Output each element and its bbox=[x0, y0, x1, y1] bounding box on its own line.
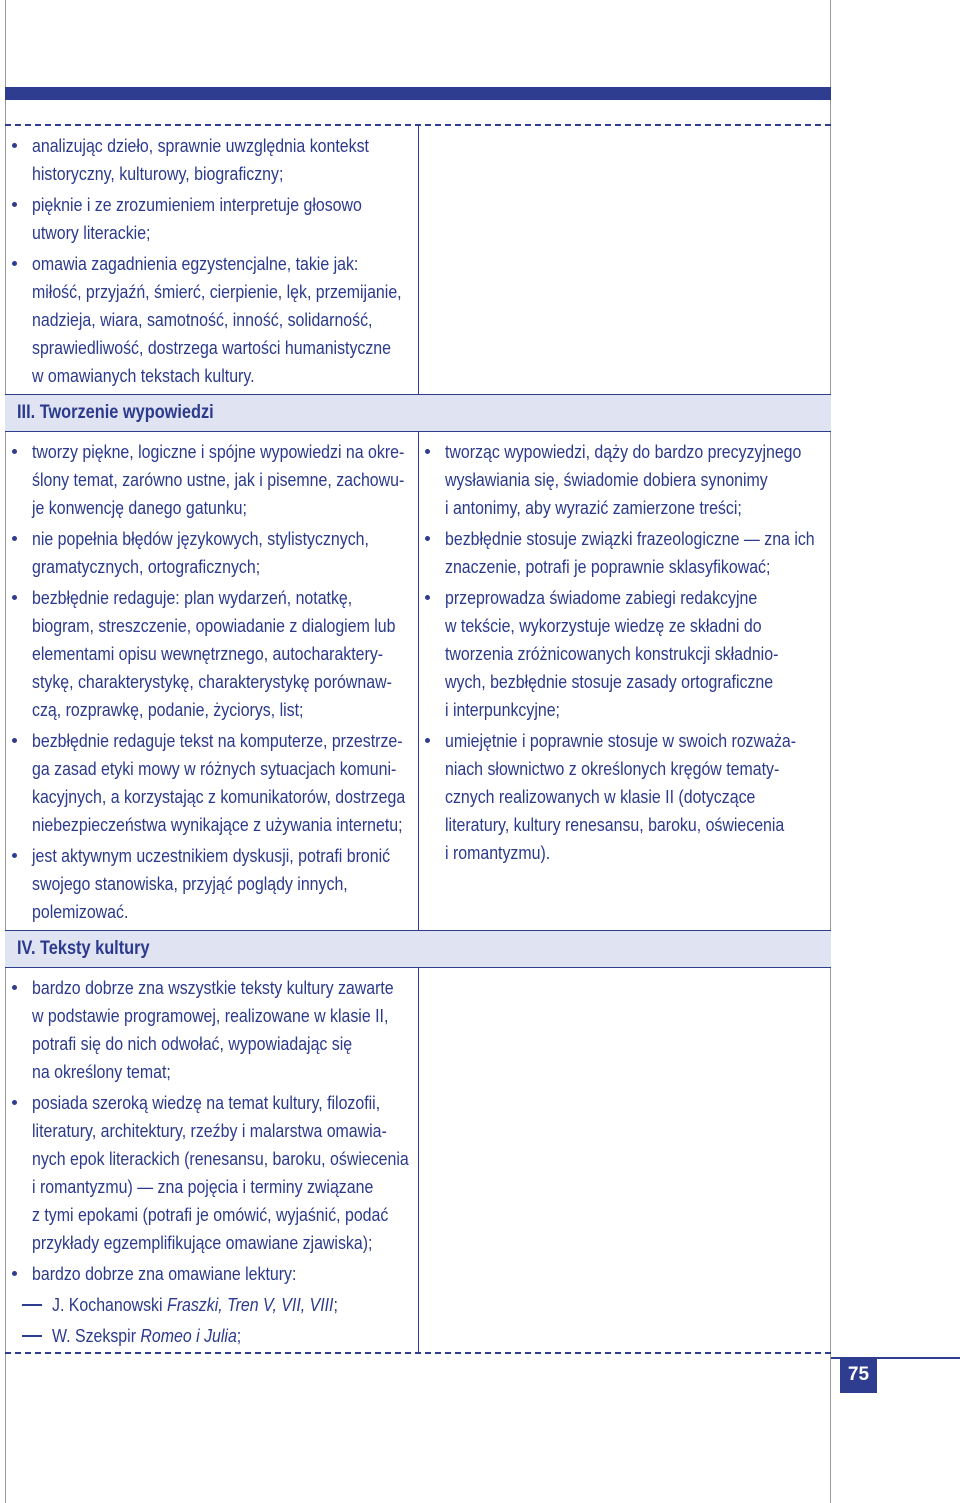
section-title: III. Tworzenie wypowiedzi bbox=[17, 402, 214, 423]
list-item-line: literatury, architektury, rzeźby i malarstwa omawia- bbox=[32, 1120, 387, 1141]
list-item-line: znaczenie, potrafi je poprawnie sklasyfikować; bbox=[445, 556, 771, 577]
list-item-line: utwory literackie; bbox=[32, 222, 151, 243]
list-item bbox=[445, 525, 825, 581]
list-item-line: niach słownictwo z określonych kręgów tematy- bbox=[445, 758, 780, 779]
page-frame-left bbox=[5, 0, 6, 1503]
list-item bbox=[32, 191, 412, 247]
list-item bbox=[32, 727, 412, 839]
list-item-line: bezbłędnie redaguje tekst na komputerze, przestrze- bbox=[32, 730, 403, 751]
bullet-icon bbox=[12, 1271, 17, 1276]
reading-works: Romeo i Julia bbox=[140, 1325, 237, 1346]
reading-item bbox=[52, 1291, 412, 1319]
list-item bbox=[32, 525, 412, 581]
section-top-left-column bbox=[32, 132, 412, 393]
list-item-line: kacyjnych, a korzystając z komunikatorów, dostrzega bbox=[32, 786, 406, 807]
list-item bbox=[32, 1089, 412, 1257]
list-item-line: literatury, kultury renesansu, baroku, oświecenia bbox=[445, 814, 785, 835]
list-item-line: pięknie i ze zrozumieniem interpretuje głosowo bbox=[32, 194, 362, 215]
list-item-line: miłość, przyjaźń, śmierć, cierpienie, lęk, przemijanie, bbox=[32, 281, 402, 302]
bullet-list bbox=[32, 438, 412, 926]
list-item bbox=[32, 1260, 412, 1288]
list-item-line: ga zasad etyki mowy w różnych sytuacjach komuni- bbox=[32, 758, 397, 779]
list-item-line: ślony temat, zarówno ustne, jak i pisemne, zachowu- bbox=[32, 469, 405, 490]
header-bar bbox=[5, 87, 831, 100]
list-item-line: i romantyzmu) — zna pojęcia i terminy związane bbox=[32, 1176, 374, 1197]
dashed-divider-bottom bbox=[5, 1352, 831, 1354]
list-item-line: tworząc wypowiedzi, dąży do bardzo precyzyjnego bbox=[445, 441, 802, 462]
reading-works: Fraszki, Tren V, VII, VIII bbox=[166, 1294, 334, 1315]
bullet-list bbox=[32, 132, 412, 390]
list-item bbox=[445, 584, 825, 724]
section-4-left-column bbox=[32, 974, 412, 1350]
list-item bbox=[32, 132, 412, 188]
dash-icon bbox=[22, 1335, 42, 1337]
list-item-line: cznych realizowanych w klasie II (dotyczące bbox=[445, 786, 756, 807]
list-item-line: biogram, streszczenie, opowiadanie z dialogiem lub bbox=[32, 615, 396, 636]
list-item-line: swojego stanowiska, przyjąć poglądy innych, bbox=[32, 873, 348, 894]
list-item-line: przeprowadza świadome zabiegi redakcyjne bbox=[445, 587, 758, 608]
list-item-line: historyczny, kulturowy, biograficzny; bbox=[32, 163, 284, 184]
list-item-line: z tymi epokami (potrafi je omówić, wyjaśnić, podać bbox=[32, 1204, 389, 1225]
list-item-line: potrafi się do nich odwołać, wypowiadając się bbox=[32, 1033, 353, 1054]
section-3-left-column bbox=[32, 438, 412, 929]
list-item-line: nie popełnia błędów językowych, stylistycznych, bbox=[32, 528, 369, 549]
bullet-icon bbox=[425, 536, 430, 541]
list-item-line: w podstawie programowej, realizowane w klasie II, bbox=[32, 1005, 389, 1026]
bullet-icon bbox=[12, 449, 17, 454]
column-divider bbox=[418, 126, 419, 394]
list-item bbox=[32, 842, 412, 926]
section-3-right-column bbox=[445, 438, 825, 870]
dash-icon bbox=[22, 1304, 42, 1306]
readings-list bbox=[32, 1291, 412, 1350]
bullet-icon bbox=[12, 1100, 17, 1105]
list-item-line: elementami opisu wewnętrznego, autocharaktery- bbox=[32, 643, 384, 664]
list-item bbox=[445, 727, 825, 867]
list-item bbox=[32, 974, 412, 1086]
bullet-icon bbox=[12, 143, 17, 148]
list-item-line: na określony temat; bbox=[32, 1061, 171, 1082]
bullet-list bbox=[445, 438, 825, 867]
list-item-line: nadzieja, wiara, samotność, inność, solidarność, bbox=[32, 309, 373, 330]
section-header-band bbox=[5, 394, 831, 432]
column-divider bbox=[418, 432, 419, 930]
page-number: 75 bbox=[840, 1357, 877, 1393]
list-item-line: wych, bezbłędnie stosuje zasady ortograficzne bbox=[445, 671, 774, 692]
list-item-line: przykłady egzemplifikujące omawiane zjawiska); bbox=[32, 1232, 373, 1253]
list-item bbox=[32, 250, 412, 390]
list-item-line: gramatycznych, ortograficznych; bbox=[32, 556, 261, 577]
list-item-line: jest aktywnym uczestnikiem dyskusji, potrafi bronić bbox=[32, 845, 391, 866]
section-title: IV. Teksty kultury bbox=[17, 938, 150, 959]
bullet-list bbox=[32, 974, 412, 1288]
list-item-line: omawia zagadnienia egzystencjalne, takie jak: bbox=[32, 253, 359, 274]
list-item bbox=[32, 584, 412, 724]
list-item-line: i romantyzmu). bbox=[445, 842, 551, 863]
reading-author: J. Kochanowski bbox=[52, 1294, 167, 1315]
list-item-line: bezbłędnie redaguje: plan wydarzeń, notatkę, bbox=[32, 587, 353, 608]
bullet-icon bbox=[12, 985, 17, 990]
reading-end: ; bbox=[236, 1325, 242, 1346]
list-item-line: niebezpieczeństwa wynikające z używania internetu; bbox=[32, 814, 403, 835]
reading-item bbox=[52, 1322, 412, 1350]
list-item-line: polemizować. bbox=[32, 901, 129, 922]
column-divider bbox=[418, 968, 419, 1352]
list-item-line: w tekście, wykorzystuje wiedzę ze składni do bbox=[445, 615, 762, 636]
list-item-line: bardzo dobrze zna omawiane lektury: bbox=[32, 1263, 297, 1284]
bullet-icon bbox=[12, 853, 17, 858]
reading-author: W. Szekspir bbox=[52, 1325, 141, 1346]
list-item-line: bezbłędnie stosuje związki frazeologiczne — zna ich bbox=[445, 528, 815, 549]
list-item-line: nych epok literackich (renesansu, baroku, oświecenia bbox=[32, 1148, 409, 1169]
list-item-line: analizując dzieło, sprawnie uwzględnia kontekst bbox=[32, 135, 369, 156]
bullet-icon bbox=[425, 738, 430, 743]
list-item-line: sprawiedliwość, dostrzega wartości humanistyczne bbox=[32, 337, 392, 358]
list-item-line: w omawianych tekstach kultury. bbox=[32, 365, 255, 386]
list-item bbox=[445, 438, 825, 522]
list-item-line: bardzo dobrze zna wszystkie teksty kultury zawarte bbox=[32, 977, 394, 998]
bullet-icon bbox=[12, 595, 17, 600]
list-item-line: tworzy piękne, logiczne i spójne wypowiedzi na okre- bbox=[32, 441, 405, 462]
bullet-icon bbox=[12, 202, 17, 207]
bullet-icon bbox=[12, 536, 17, 541]
bullet-icon bbox=[12, 261, 17, 266]
bullet-icon bbox=[12, 738, 17, 743]
section-header-band bbox=[5, 930, 831, 968]
list-item-line: tworzenia zróżnicowanych konstrukcji składnio- bbox=[445, 643, 779, 664]
list-item-line: i interpunkcyjne; bbox=[445, 699, 560, 720]
list-item-line: i antonimy, aby wyrazić zamierzone treści; bbox=[445, 497, 742, 518]
list-item-line: posiada szeroką wiedzę na temat kultury, filozofii, bbox=[32, 1092, 381, 1113]
bullet-icon bbox=[425, 449, 430, 454]
list-item-line: je konwencję danego gatunku; bbox=[32, 497, 247, 518]
list-item bbox=[32, 438, 412, 522]
reading-end: ; bbox=[333, 1294, 338, 1315]
list-item-line: wysławiania się, świadomie dobiera synonimy bbox=[445, 469, 768, 490]
bullet-icon bbox=[425, 595, 430, 600]
list-item-line: umiejętnie i poprawnie stosuje w swoich rozważa- bbox=[445, 730, 797, 751]
list-item-line: czą, rozprawkę, podanie, życiorys, list; bbox=[32, 699, 304, 720]
list-item-line: stykę, charakterystykę, charakterystykę porównaw- bbox=[32, 671, 392, 692]
page-frame-right bbox=[830, 0, 831, 1503]
